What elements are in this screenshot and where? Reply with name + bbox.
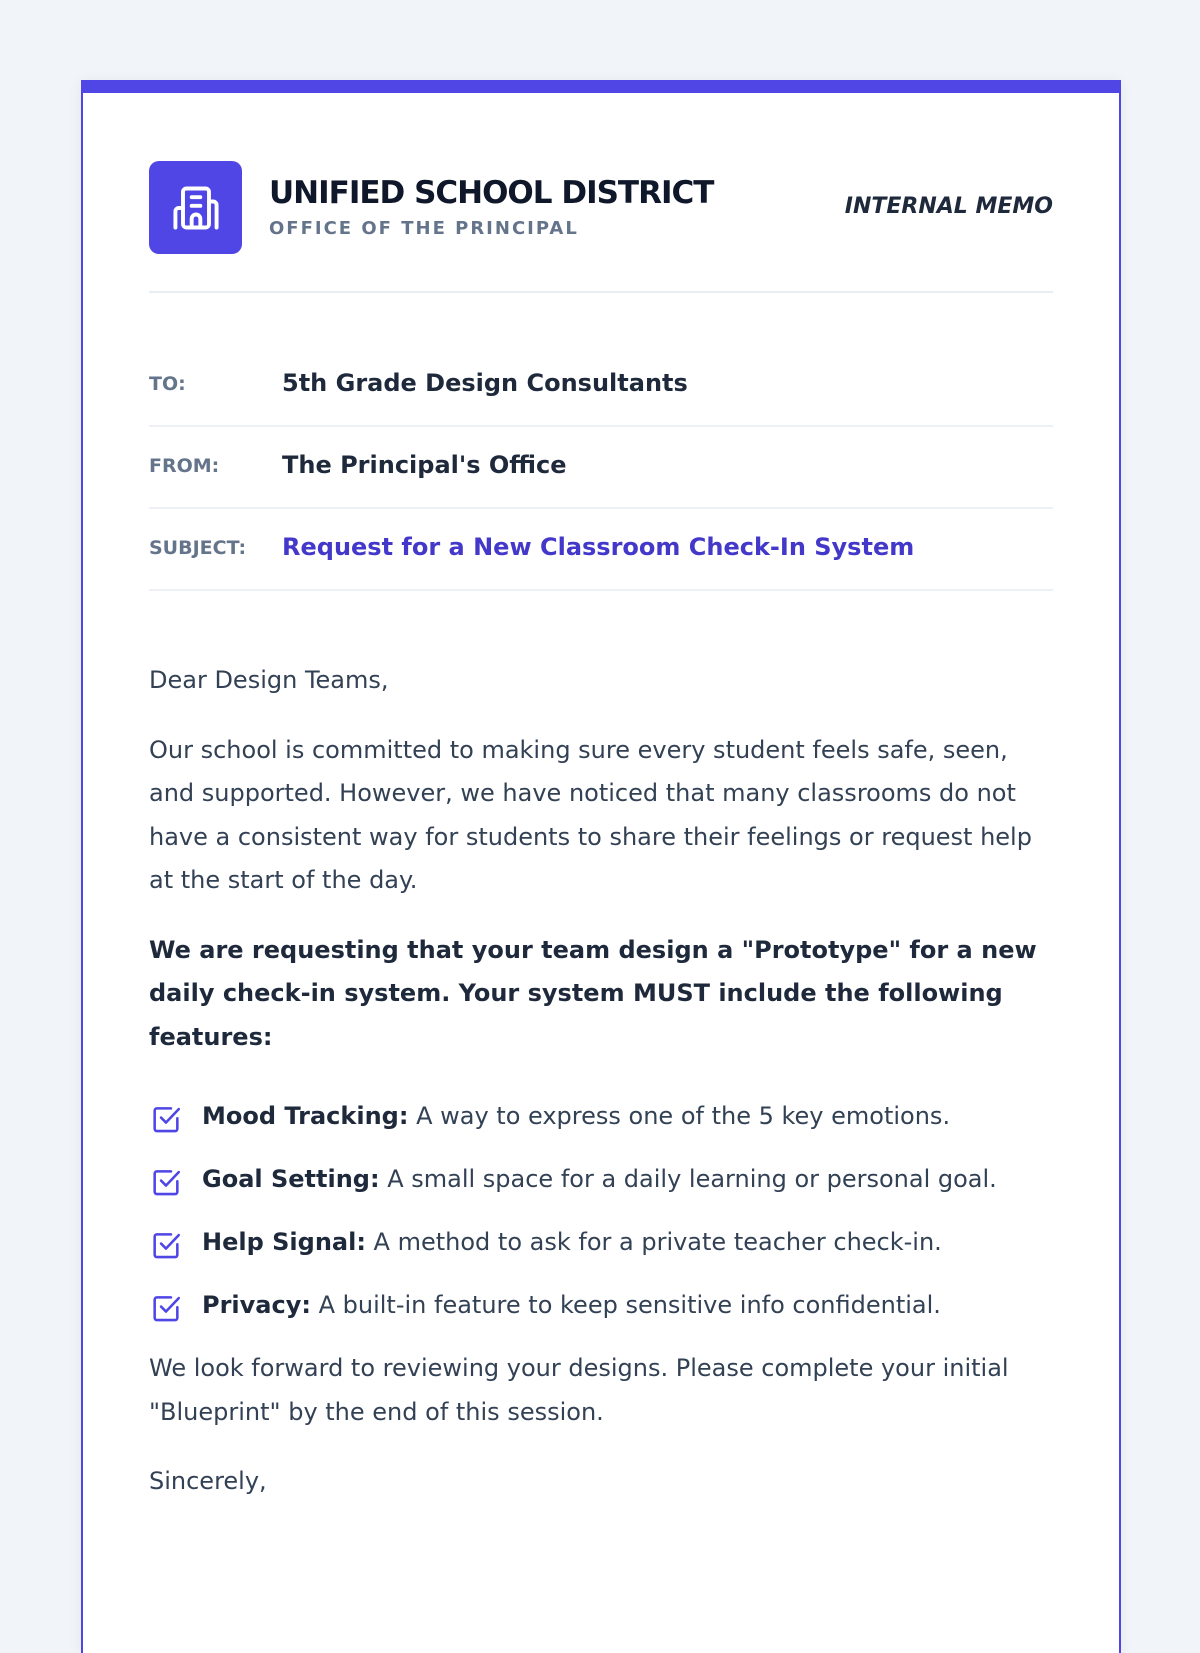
school-building-icon (170, 182, 222, 234)
subject-value: Request for a New Classroom Check-In System (282, 533, 915, 561)
feature-title: Privacy: (202, 1291, 311, 1319)
meta-row-from (149, 427, 1053, 509)
to-value: 5th Grade Design Consultants (282, 369, 688, 397)
meta-row-to (149, 345, 1053, 427)
checkbox-checked-icon (149, 1165, 183, 1199)
feature-text: A way to express one of the 5 key emotions. (408, 1102, 951, 1130)
feature-title: Mood Tracking: (202, 1102, 409, 1130)
checkbox-checked-icon (149, 1102, 183, 1136)
checkbox-checked-icon (149, 1291, 183, 1325)
from-value: The Principal's Office (282, 451, 567, 479)
to-label: TO: (149, 373, 186, 395)
organization-subtitle: OFFICE OF THE PRINCIPAL (269, 218, 579, 239)
feature-text: A method to ask for a private teacher check-in. (365, 1228, 942, 1256)
closing-paragraph: We look forward to reviewing your designs. Please complete your initial "Blueprint" by the end of this session. (149, 1354, 1009, 1426)
memo-type-label: INTERNAL MEMO (844, 194, 1053, 219)
intro-paragraph: Our school is committed to making sure every student feels safe, seen, and supported. However, we have noticed that many classrooms do not have a consistent way for students to share their feelings or request help at the start of the day. (149, 735, 1032, 894)
signoff: Sincerely, (149, 1467, 267, 1495)
feature-list (149, 1095, 1053, 1347)
memo-content (149, 93, 1053, 1530)
memo-meta (149, 345, 1053, 591)
feature-title: Help Signal: (202, 1228, 366, 1256)
checkbox-checked-icon (149, 1228, 183, 1262)
memo-card (81, 80, 1121, 1653)
feature-text: A small space for a daily learning or personal goal. (379, 1165, 997, 1193)
feature-item (149, 1095, 1053, 1158)
meta-row-subject (149, 509, 1053, 591)
feature-item (149, 1284, 1053, 1347)
memo-header (149, 93, 1053, 293)
feature-item (149, 1158, 1053, 1221)
from-label: FROM: (149, 455, 220, 477)
organization-name: UNIFIED SCHOOL DISTRICT (269, 175, 714, 211)
feature-text: A built-in feature to keep sensitive info confidential. (310, 1291, 941, 1319)
organization-block (269, 175, 714, 239)
district-logo (149, 161, 242, 254)
feature-title: Goal Setting: (202, 1165, 380, 1193)
feature-item (149, 1221, 1053, 1284)
request-paragraph: We are requesting that your team design a "Prototype" for a new daily check-in system. Your system MUST include the following features: (149, 935, 1037, 1051)
subject-label: SUBJECT: (149, 537, 247, 559)
memo-body (149, 659, 1053, 1504)
greeting: Dear Design Teams, (149, 666, 389, 694)
